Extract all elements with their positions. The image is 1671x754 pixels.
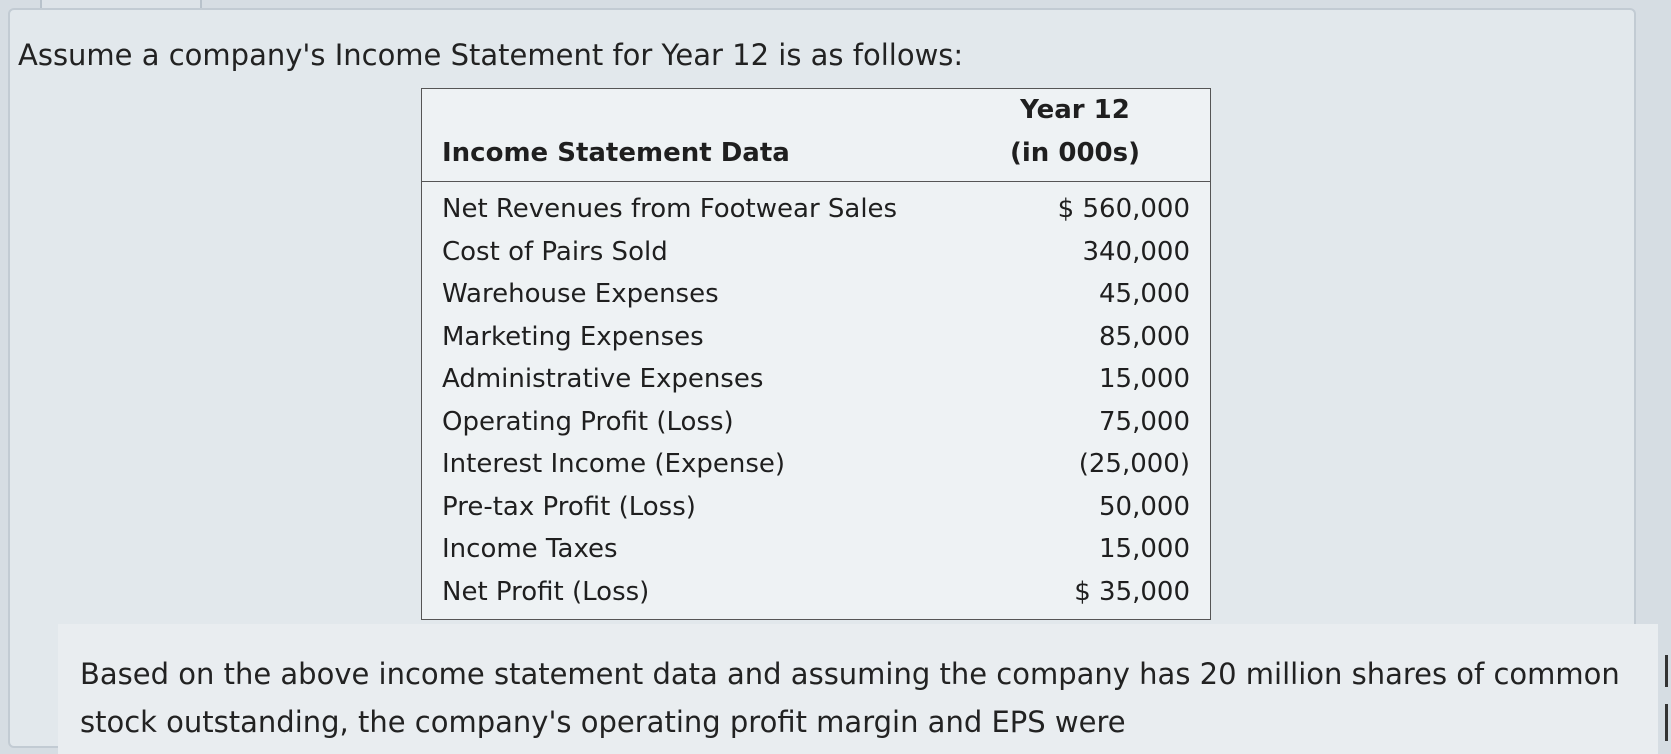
table-row [422, 401, 1211, 444]
table-row [422, 316, 1211, 359]
edge-divider [1665, 655, 1668, 687]
question-text: Based on the above income statement data and assuming the company has 20 million shares of common stock outstanding, the company's operating profit margin and EPS were [80, 657, 1620, 739]
row-label: Interest Income (Expense) [442, 449, 786, 480]
table-row [422, 231, 1211, 274]
row-label: Net Profit (Loss) [442, 576, 650, 607]
table-row [422, 528, 1211, 571]
row-label: Warehouse Expenses [442, 279, 719, 310]
question-prompt: Assume a company's Income Statement for Year 12 is as follows: [18, 38, 964, 72]
row-value: $ 35,000 [1074, 576, 1190, 607]
row-value: 50,000 [1099, 491, 1190, 522]
row-value: 85,000 [1099, 321, 1190, 352]
table-row [422, 358, 1211, 401]
row-label: Operating Profit (Loss) [442, 406, 734, 437]
header-year-line1: Year 12 [1020, 95, 1130, 125]
table-row [422, 182, 1211, 231]
row-label: Cost of Pairs Sold [442, 236, 668, 267]
edge-divider [1665, 704, 1668, 741]
row-label: Pre-tax Profit (Loss) [442, 491, 696, 522]
header-year-12 [940, 89, 1211, 182]
row-value: 45,000 [1099, 279, 1190, 310]
header-income-statement-data: Income Statement Data [442, 138, 790, 168]
table-row [422, 571, 1211, 620]
table-row [422, 486, 1211, 529]
row-label: Administrative Expenses [442, 364, 764, 395]
income-statement-table [421, 88, 1211, 620]
row-label: Marketing Expenses [442, 321, 704, 352]
table-row [422, 273, 1211, 316]
table-header-row [422, 89, 1211, 182]
row-value: 15,000 [1099, 534, 1190, 565]
row-value: (25,000) [1078, 449, 1190, 480]
header-year-line2: (in 000s) [1010, 138, 1140, 168]
row-value: 75,000 [1099, 406, 1190, 437]
row-label: Income Taxes [442, 534, 618, 565]
row-value: $ 560,000 [1057, 194, 1190, 225]
row-value: 15,000 [1099, 364, 1190, 395]
table-row [422, 443, 1211, 486]
row-label: Net Revenues from Footwear Sales [442, 194, 898, 225]
row-value: 340,000 [1082, 236, 1190, 267]
